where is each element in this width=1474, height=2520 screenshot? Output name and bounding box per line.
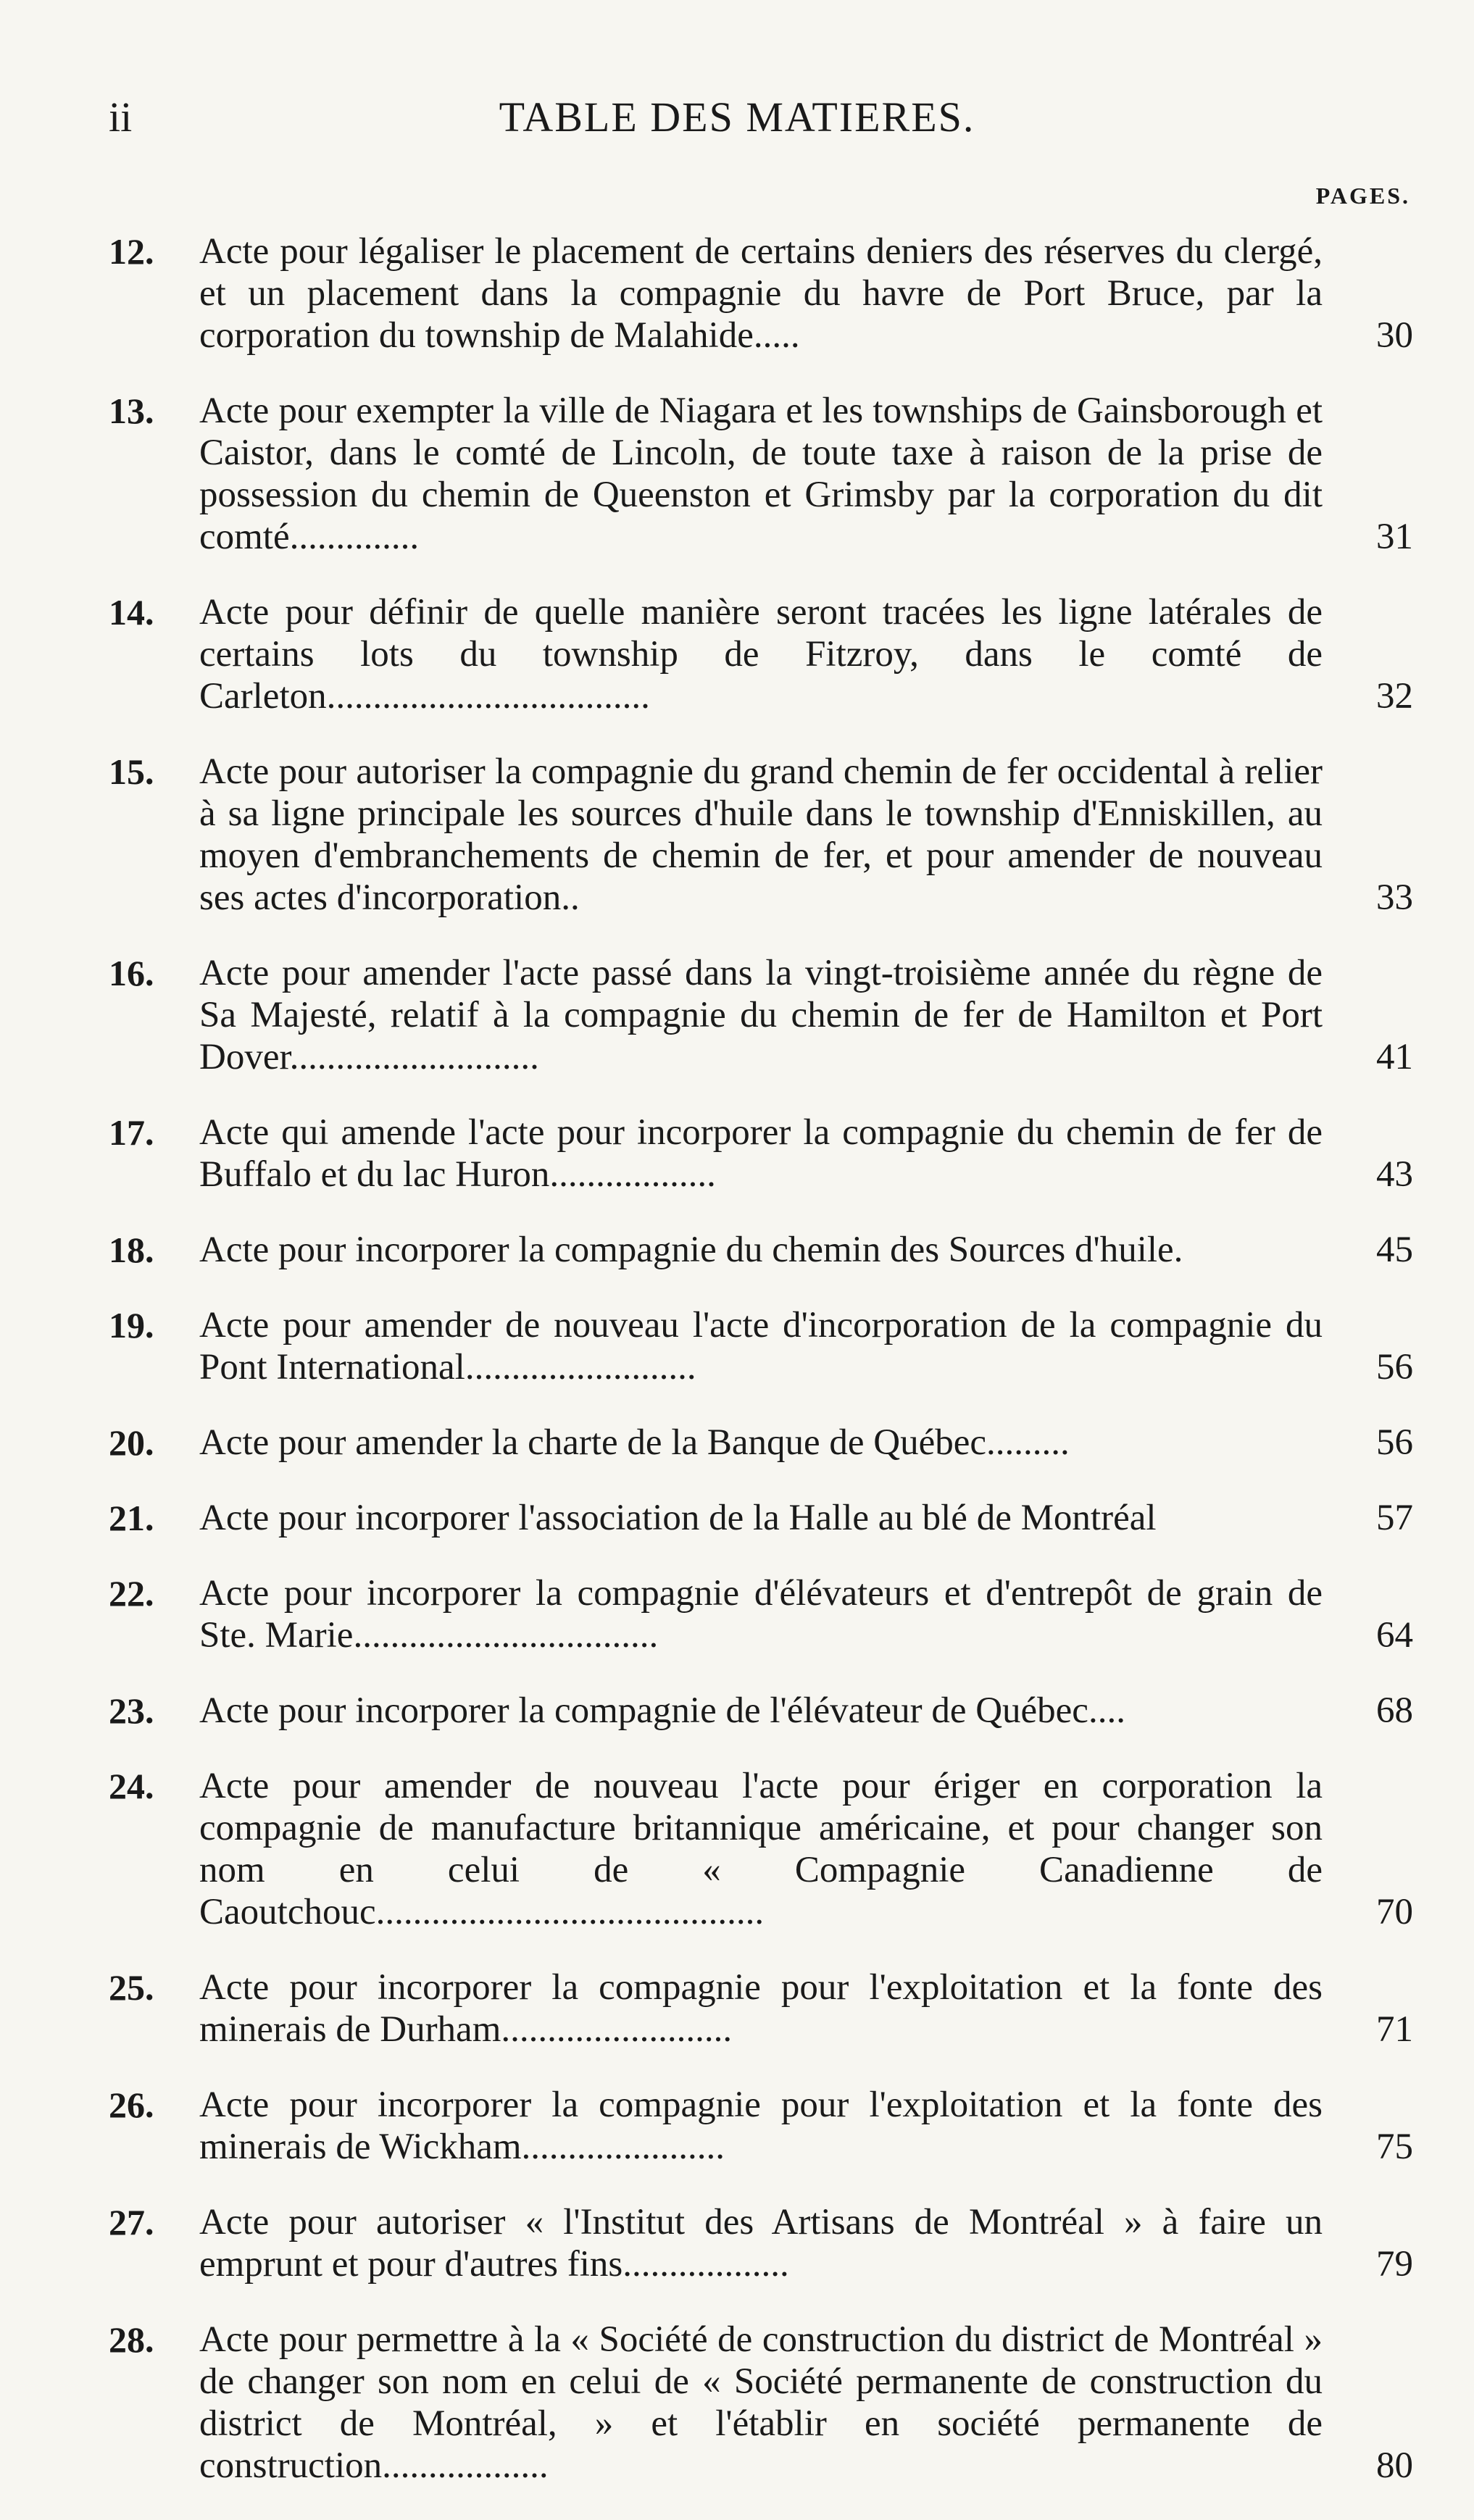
- page-header: [0, 93, 1474, 151]
- entry-page: 57: [1376, 1498, 1413, 1538]
- toc-entry: [109, 751, 1413, 919]
- entry-number: 16.: [109, 953, 154, 993]
- entry-text: Acte pour incorporer la compagnie pour l'exploitation et la fonte des minerais de Durham.........................: [199, 1967, 1323, 2050]
- folio: ii: [109, 93, 133, 141]
- entry-number: 14.: [109, 592, 154, 633]
- entry-number: 21.: [109, 1498, 154, 1538]
- toc-entry: [109, 1690, 1413, 1732]
- toc-entry: [109, 1422, 1413, 1464]
- entry-number: 12.: [109, 231, 154, 272]
- entry-page: 64: [1376, 1615, 1413, 1656]
- toc-entry: [109, 2201, 1413, 2285]
- entry-number: 18.: [109, 1230, 154, 1270]
- entry-text: Acte pour définir de quelle manière seront tracées les ligne latérales de certains lots du township de Fitzroy, dans le comté de Carleton...................................: [199, 592, 1323, 717]
- entry-number: 15.: [109, 751, 154, 792]
- toc-entry: [109, 952, 1413, 1078]
- entry-text: Acte pour incorporer la compagnie de l'élévateur de Québec....: [199, 1690, 1125, 1731]
- entry-number: 25.: [109, 1967, 154, 2008]
- toc-entry: [109, 230, 1413, 356]
- entry-number: 17.: [109, 1112, 154, 1153]
- entry-text: Acte qui amende l'acte pour incorporer la compagnie du chemin de fer de Buffalo et du lac Huron..................: [199, 1112, 1323, 1195]
- entry-text: Acte pour incorporer la compagnie d'élévateurs et d'entrepôt de grain de Ste. Marie.................................: [199, 1573, 1323, 1656]
- pages-column-label: PAGES.: [1315, 183, 1410, 209]
- entry-page: 30: [1376, 315, 1413, 356]
- entry-page: 56: [1376, 1422, 1413, 1463]
- entry-page: 68: [1376, 1690, 1413, 1731]
- entry-text: Acte pour incorporer l'association de la Halle au blé de Montréal: [199, 1498, 1157, 1538]
- entry-text: Acte pour autoriser « l'Institut des Artisans de Montréal » à faire un emprunt et pour d'autres fins..................: [199, 2202, 1323, 2285]
- entry-number: 27.: [109, 2202, 154, 2242]
- entry-number: 26.: [109, 2085, 154, 2125]
- entry-text: Acte pour incorporer la compagnie du chemin des Sources d'huile.: [199, 1230, 1183, 1270]
- entry-page: 43: [1376, 1154, 1413, 1195]
- toc-entry: [109, 1765, 1413, 1933]
- table-of-contents: [109, 230, 1413, 2520]
- entry-page: 79: [1376, 2244, 1413, 2285]
- toc-entry: [109, 1966, 1413, 2050]
- entry-number: 22.: [109, 1573, 154, 1614]
- toc-entry: [109, 2319, 1413, 2487]
- toc-entry: [109, 390, 1413, 558]
- running-title: TABLE DES MATIERES.: [499, 93, 975, 141]
- entry-page: 80: [1376, 2445, 1413, 2486]
- toc-entry: [109, 1572, 1413, 1656]
- entry-page: 33: [1376, 877, 1413, 918]
- entry-number: 13.: [109, 391, 154, 431]
- entry-page: 70: [1376, 1892, 1413, 1932]
- toc-entry: [109, 1497, 1413, 1539]
- entry-page: 71: [1376, 2009, 1413, 2050]
- toc-entry: [109, 591, 1413, 717]
- entry-number: 20.: [109, 1422, 154, 1463]
- entry-number: 19.: [109, 1305, 154, 1345]
- entry-text: Acte pour amender de nouveau l'acte pour ériger en corporation la compagnie de manufacture britannique américaine, et pour changer son nom en celui de « Compagnie Canadienne de Caoutchouc..........................................: [199, 1766, 1323, 1932]
- toc-entry: [109, 1304, 1413, 1388]
- entry-text: Acte pour autoriser la compagnie du grand chemin de fer occidental à relier à sa ligne principale les sources d'huile dans le township d'Enniskillen, au moyen d'embranchements de chemin de fer, et pour amender de nouveau ses actes d'incorporation..: [199, 751, 1323, 918]
- entry-text: Acte pour légaliser le placement de certains deniers des réserves du clergé, et un placement dans la compagnie du havre de Port Bruce, par la corporation du township de Malahide.....: [199, 231, 1323, 356]
- toc-entry: [109, 1111, 1413, 1196]
- entry-page: 41: [1376, 1037, 1413, 1077]
- entry-text: Acte pour permettre à la « Société de construction du district de Montréal » de changer son nom en celui de « Société permanente de construction du district de Montréal, » et l'établir en société permanente de construction..................: [199, 2319, 1323, 2486]
- toc-entry: [109, 1229, 1413, 1271]
- entry-page: 45: [1376, 1230, 1413, 1270]
- entry-text: Acte pour incorporer la compagnie pour l'exploitation et la fonte des minerais de Wickham......................: [199, 2085, 1323, 2167]
- entry-text: Acte pour amender l'acte passé dans la vingt-troisième année du règne de Sa Majesté, relatif à la compagnie du chemin de fer de Hamilton et Port Dover...........................: [199, 953, 1323, 1077]
- toc-entry: [109, 2084, 1413, 2168]
- entry-text: Acte pour amender la charte de la Banque de Québec.........: [199, 1422, 1070, 1463]
- entry-page: 75: [1376, 2127, 1413, 2167]
- entry-number: 28.: [109, 2319, 154, 2360]
- entry-number: 23.: [109, 1690, 154, 1731]
- entry-text: Acte pour amender de nouveau l'acte d'incorporation de la compagnie du Pont International.........................: [199, 1305, 1323, 1388]
- entry-page: 31: [1376, 517, 1413, 557]
- entry-page: 32: [1376, 676, 1413, 717]
- entry-text: Acte pour exempter la ville de Niagara et les townships de Gainsborough et Caistor, dans le comté de Lincoln, de toute taxe à raison de la prise de possession du chemin de Queenston et Grimsby par la corporation du dit comté..............: [199, 391, 1323, 557]
- entry-number: 24.: [109, 1766, 154, 1806]
- entry-page: 56: [1376, 1347, 1413, 1388]
